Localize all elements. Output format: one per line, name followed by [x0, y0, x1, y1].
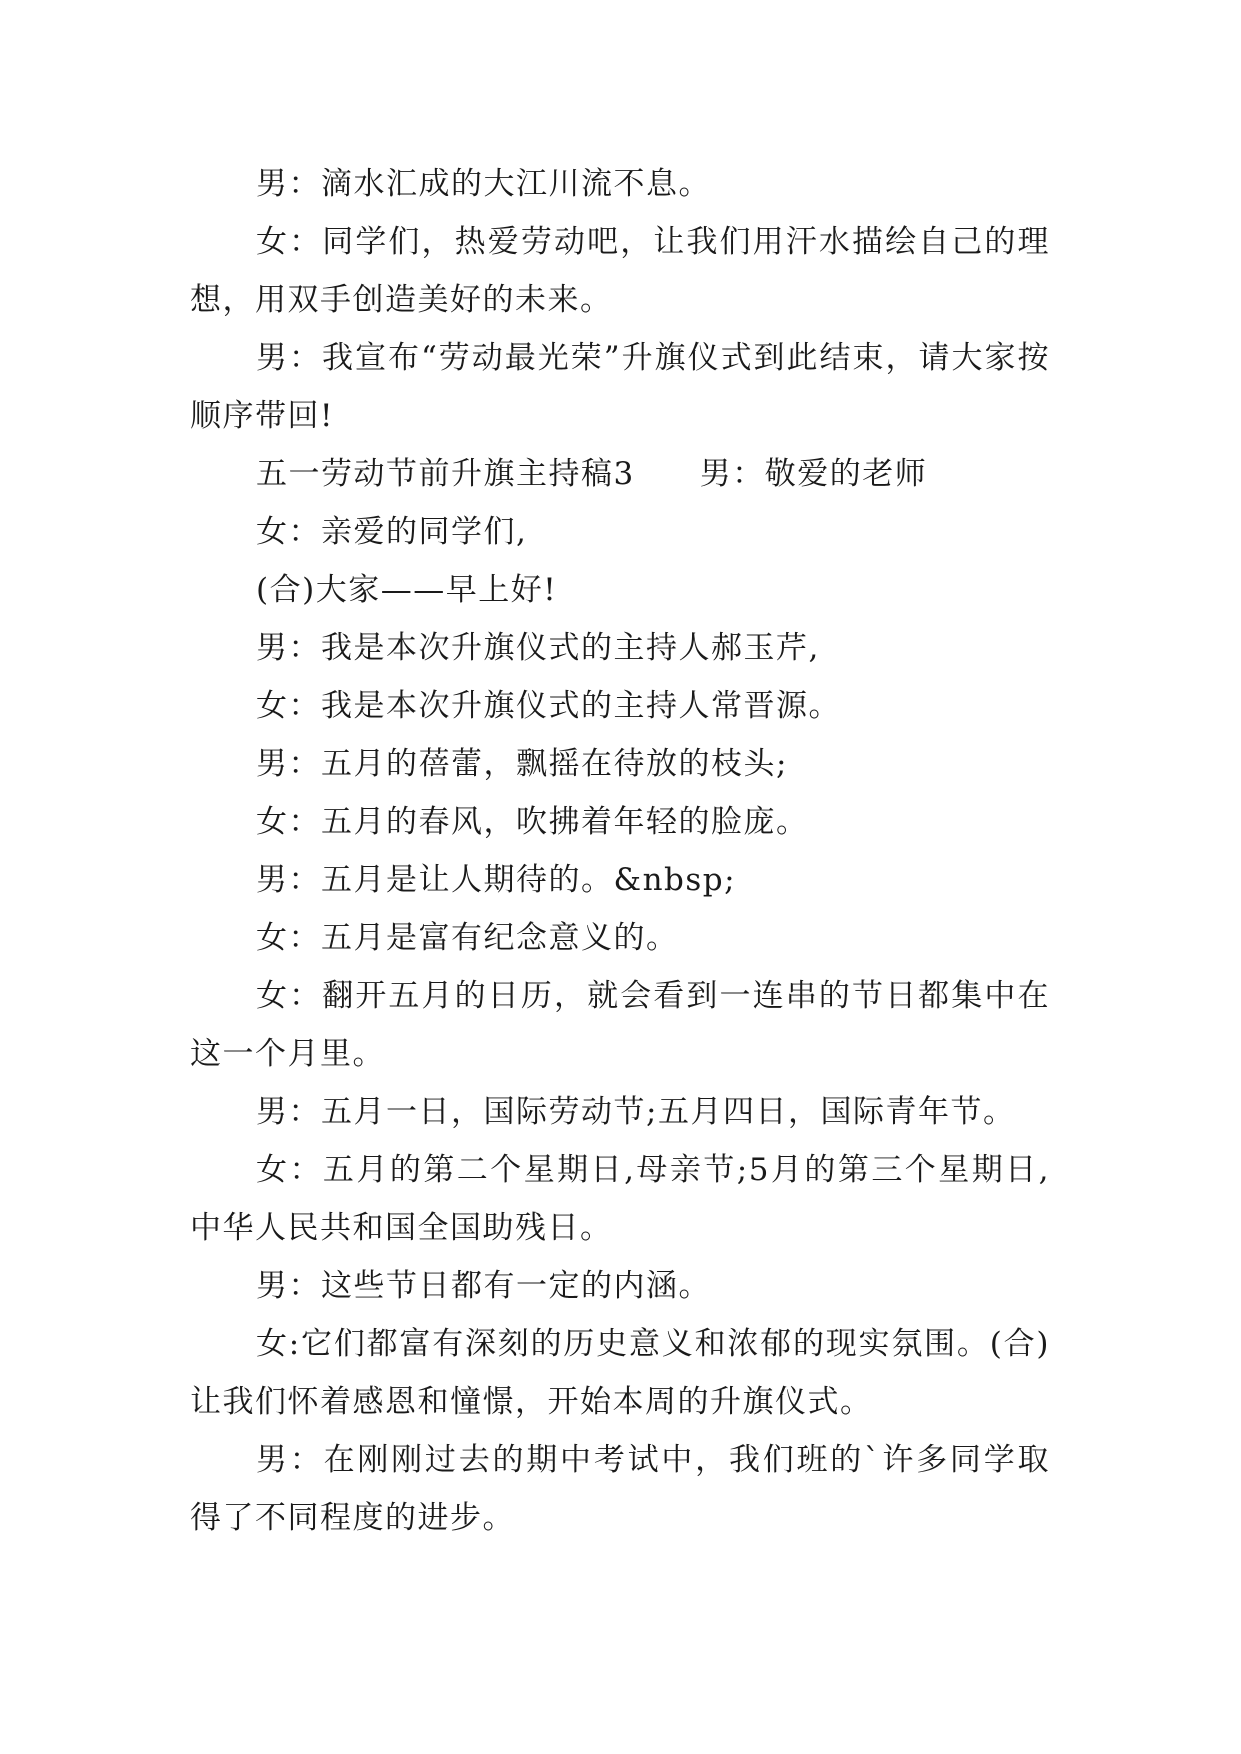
paragraph: 男：在刚刚过去的期中考试中，我们班的`许多同学取得了不同程度的进步。 [190, 1442, 1050, 1536]
paragraph: 男：我宣布“劳动最光荣”升旗仪式到此结束，请大家按顺序带回! [190, 340, 1050, 434]
paragraph: 女：同学们，热爱劳动吧，让我们用汗水描绘自己的理想，用双手创造美好的未来。 [190, 224, 1050, 318]
paragraph: 男：五月的蓓蕾，飘摇在待放的枝头; [256, 746, 788, 782]
paragraph: 女：五月是富有纪念意义的。 [256, 920, 679, 956]
paragraph: 男：五月一日，国际劳动节;五月四日，国际青年节。 [256, 1094, 1016, 1130]
paragraph: 男：滴水汇成的大江川流不息。 [256, 166, 711, 202]
paragraph: 男：我是本次升旗仪式的主持人郝玉芹, [256, 630, 820, 666]
paragraph: 女:它们都富有深刻的历史意义和浓郁的现实氛围。(合)让我们怀着感恩和憧憬，开始本周的升旗仪式。 [190, 1326, 1050, 1420]
paragraph: 女：亲爱的同学们, [256, 514, 528, 550]
paragraph: 女：翻开五月的日历，就会看到一连串的节日都集中在这一个月里。 [190, 978, 1050, 1072]
paragraph: (合)大家——早上好! [256, 572, 558, 608]
document-body [190, 155, 1050, 1547]
paragraph: 男：这些节日都有一定的内涵。 [256, 1268, 711, 1304]
paragraph: 女：五月的第二个星期日,母亲节;5月的第三个星期日,中华人民共和国全国助残日。 [190, 1152, 1050, 1246]
paragraph: 女：五月的春风，吹拂着年轻的脸庞。 [256, 804, 809, 840]
paragraph: 女：我是本次升旗仪式的主持人常晋源。 [256, 688, 841, 724]
paragraph: 男：五月是让人期待的。&nbsp; [256, 862, 737, 898]
section-heading: 五一劳动节前升旗主持稿3 男：敬爱的老师 [256, 456, 928, 492]
